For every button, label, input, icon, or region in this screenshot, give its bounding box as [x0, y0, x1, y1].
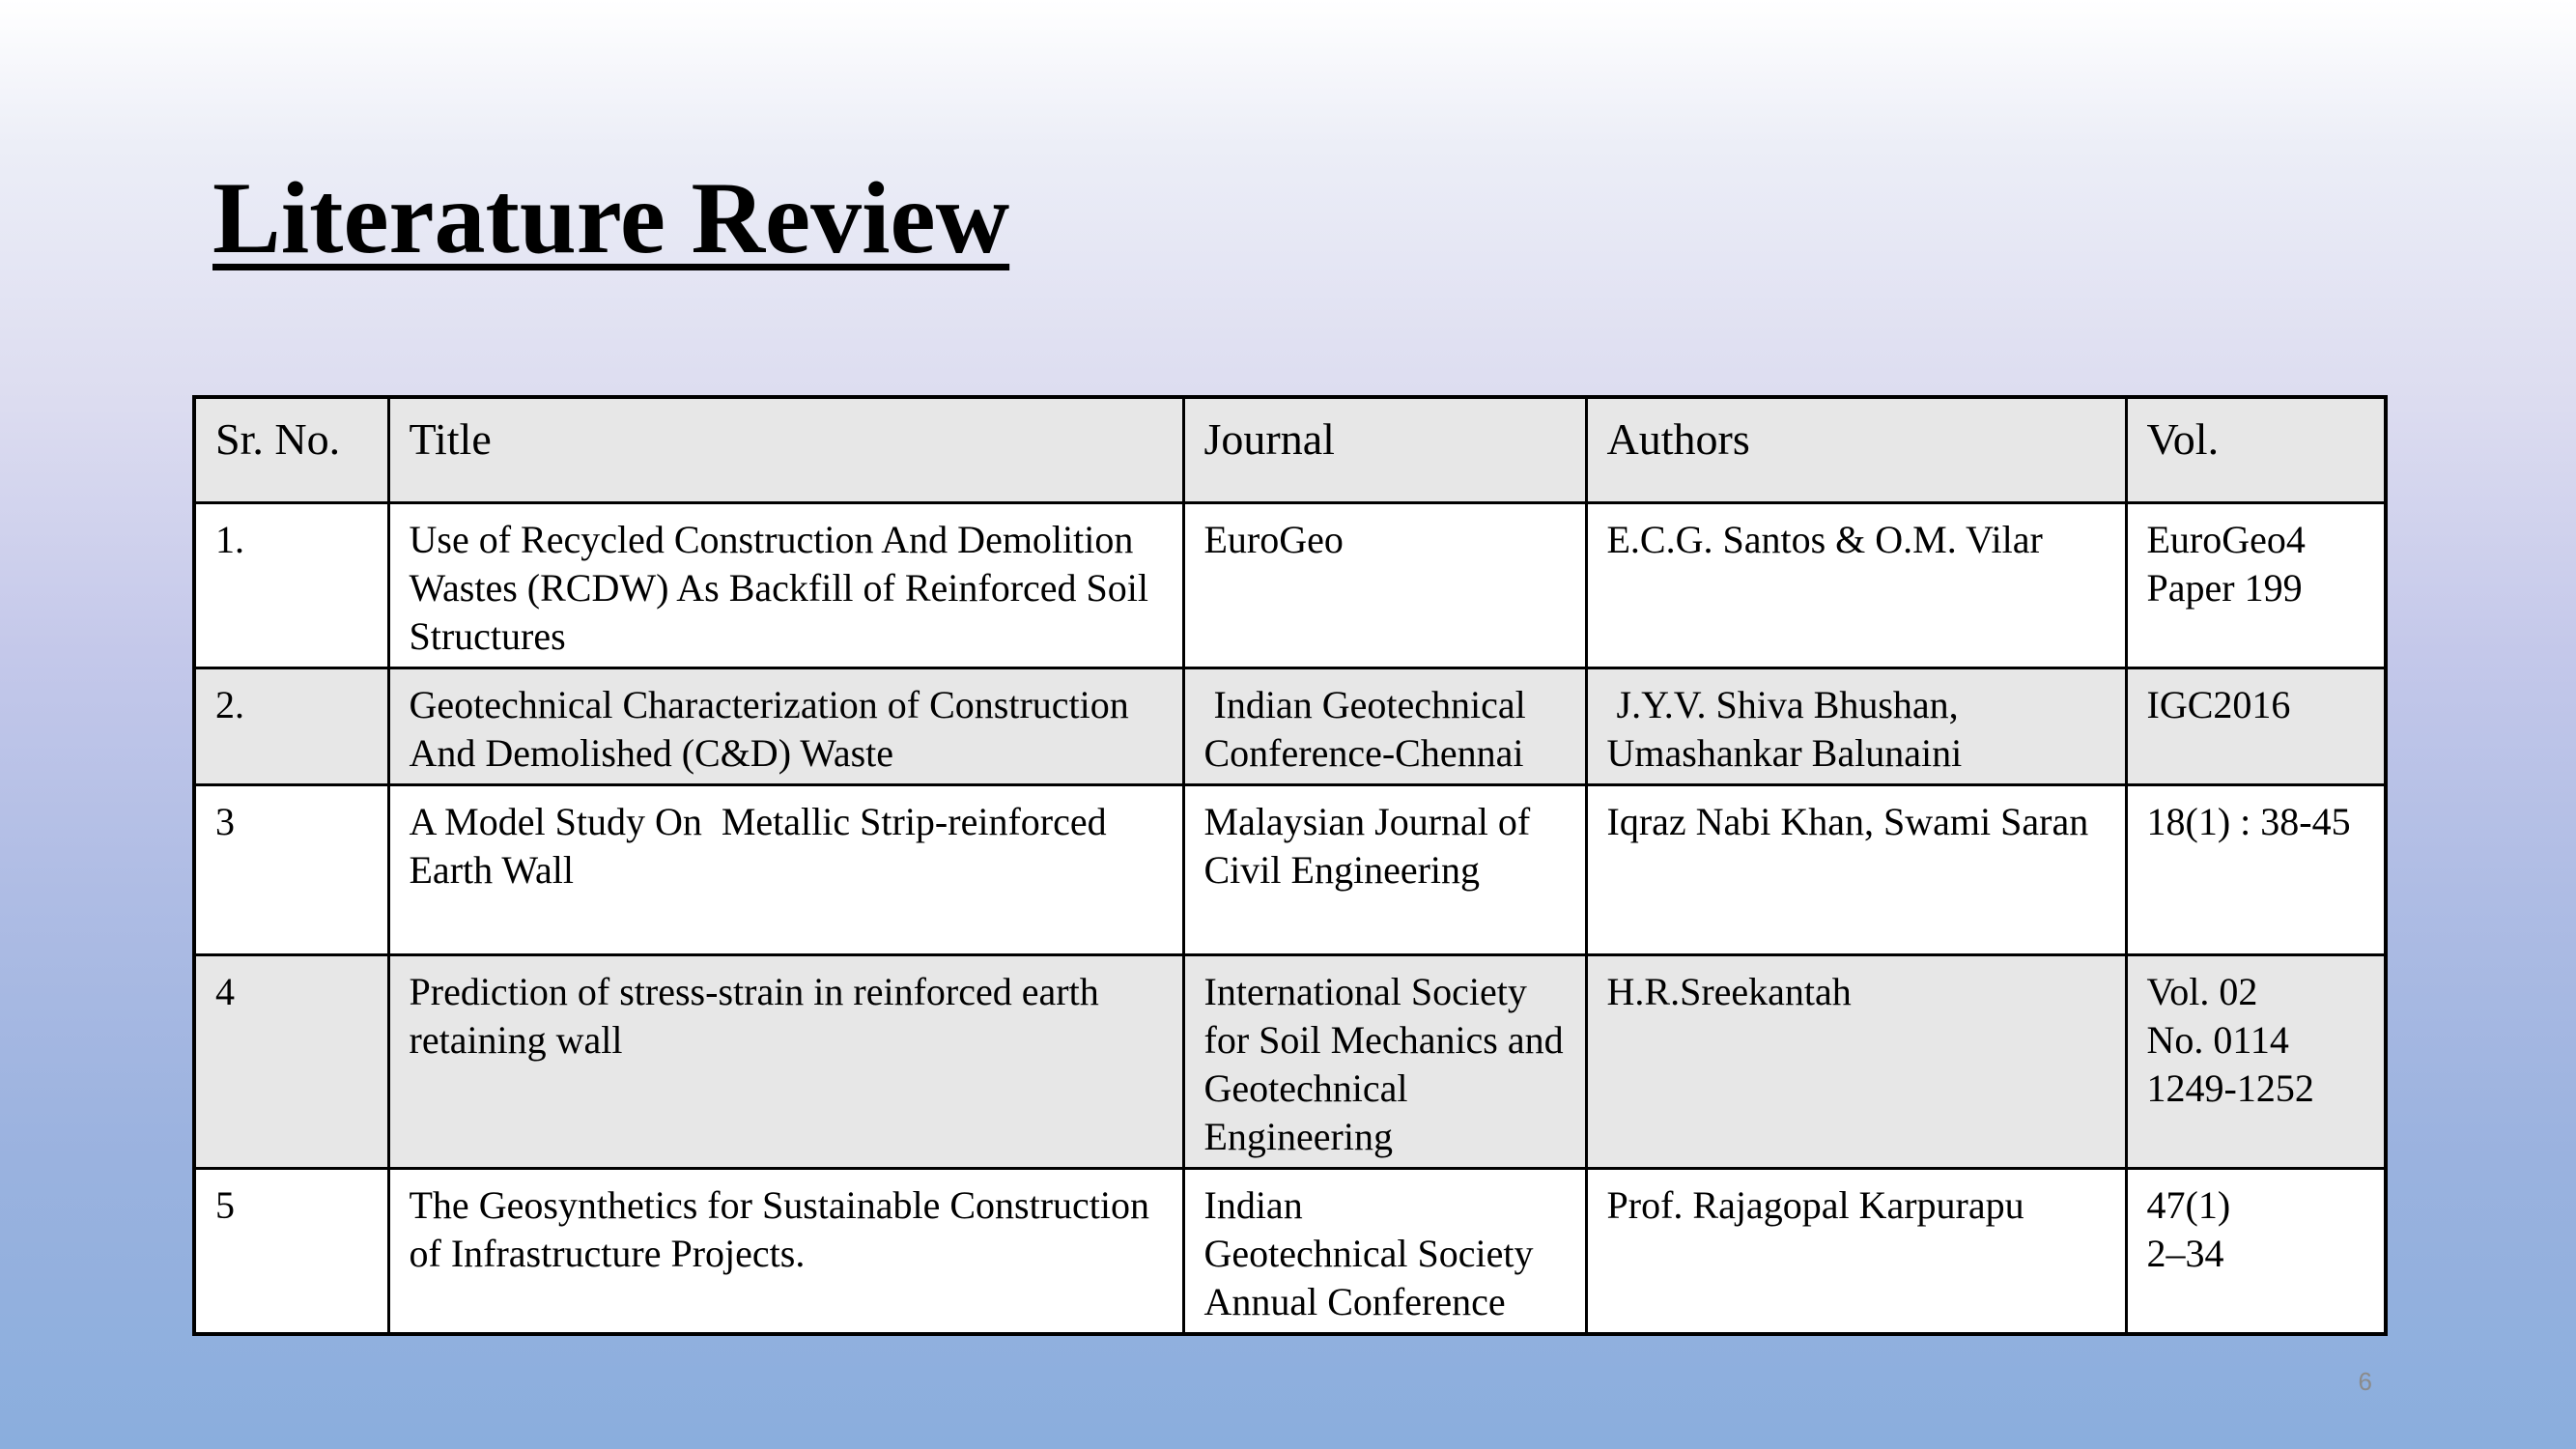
- cell-vol: 18(1) : 38-45: [2126, 785, 2386, 955]
- table-row: [194, 668, 2386, 785]
- cell-journal: Indian Geotechnical Conference-Chennai: [1183, 668, 1586, 785]
- cell-sr-no: 5: [194, 1169, 388, 1335]
- literature-table: [192, 395, 2388, 1336]
- cell-journal: EuroGeo: [1183, 503, 1586, 668]
- cell-title: The Geosynthetics for Sustainable Construction of Infrastructure Projects.: [388, 1169, 1183, 1335]
- table-row: [194, 785, 2386, 955]
- table-row: [194, 955, 2386, 1169]
- table-row: [194, 503, 2386, 668]
- cell-vol: EuroGeo4 Paper 199: [2126, 503, 2386, 668]
- cell-authors: H.R.Sreekantah: [1586, 955, 2126, 1169]
- cell-title: Use of Recycled Construction And Demolition Wastes (RCDW) As Backfill of Reinforced Soil Structures: [388, 503, 1183, 668]
- cell-authors: Iqraz Nabi Khan, Swami Saran: [1586, 785, 2126, 955]
- table-header-row: [194, 397, 2386, 503]
- cell-vol: 47(1) 2–34: [2126, 1169, 2386, 1335]
- page-number: 6: [2358, 1367, 2372, 1396]
- table-row: [194, 1169, 2386, 1335]
- cell-title: A Model Study On Metallic Strip-reinforced Earth Wall: [388, 785, 1183, 955]
- cell-title: Geotechnical Characterization of Construction And Demolished (C&D) Waste: [388, 668, 1183, 785]
- cell-sr-no: 4: [194, 955, 388, 1169]
- cell-journal: Malaysian Journal of Civil Engineering: [1183, 785, 1586, 955]
- header-authors: Authors: [1586, 397, 2126, 503]
- cell-sr-no: 2.: [194, 668, 388, 785]
- cell-sr-no: 3: [194, 785, 388, 955]
- cell-journal: Indian Geotechnical Society Annual Conference: [1183, 1169, 1586, 1335]
- header-vol: Vol.: [2126, 397, 2386, 503]
- cell-authors: Prof. Rajagopal Karpurapu: [1586, 1169, 2126, 1335]
- header-sr-no: Sr. No.: [194, 397, 388, 503]
- cell-journal: International Society for Soil Mechanics and Geotechnical Engineering: [1183, 955, 1586, 1169]
- cell-authors: E.C.G. Santos & O.M. Vilar: [1586, 503, 2126, 668]
- cell-authors: J.Y.V. Shiva Bhushan, Umashankar Balunaini: [1586, 668, 2126, 785]
- cell-title: Prediction of stress-strain in reinforced earth retaining wall: [388, 955, 1183, 1169]
- header-journal: Journal: [1183, 397, 1586, 503]
- cell-vol: Vol. 02 No. 0114 1249-1252: [2126, 955, 2386, 1169]
- slide-title: Literature Review: [212, 161, 1010, 274]
- header-title: Title: [388, 397, 1183, 503]
- cell-sr-no: 1.: [194, 503, 388, 668]
- cell-vol: IGC2016: [2126, 668, 2386, 785]
